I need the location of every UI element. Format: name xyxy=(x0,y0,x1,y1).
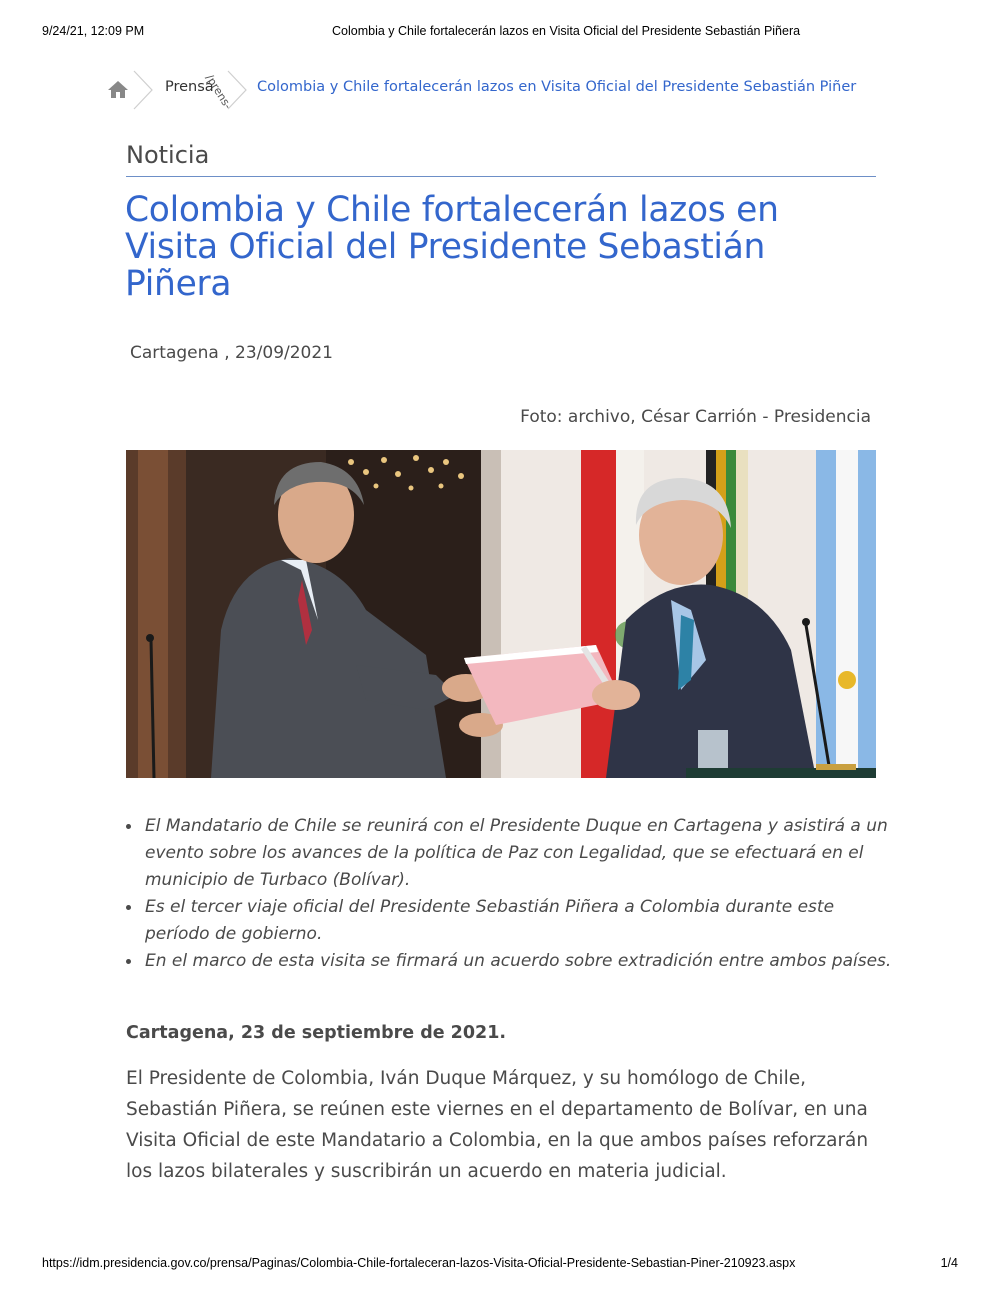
highlights-list xyxy=(126,813,895,975)
breadcrumb xyxy=(106,70,906,110)
print-title: Colombia y Chile fortalecerán lazos en Visita Oficial del Presidente Sebastián Piñera xyxy=(332,24,801,38)
chevron-right-icon xyxy=(226,70,248,110)
list-item: En el marco de esta visita se firmará un acuerdo sobre extradición entre ambos países. xyxy=(145,948,895,975)
section-divider xyxy=(126,176,876,177)
home-icon[interactable] xyxy=(106,79,130,99)
chevron-right-icon xyxy=(132,70,154,110)
article-headline: Colombia y Chile fortalecerán lazos en Visita Oficial del Presidente Sebastián Piñera xyxy=(125,190,779,304)
body-paragraph: El Presidente de Colombia, Iván Duque Márquez, y su homólogo de Chile, Sebastián Piñera, se reúnen este viernes en el departamento de Bolívar, en una Visita Oficial de este Mandatario a Colombia, en la que ambos países reforzarán los lazos bilaterales y suscribirán un acuerdo en materia judicial. xyxy=(126,1068,869,1182)
article-dateline: Cartagena , 23/09/2021 xyxy=(130,343,333,363)
list-item: El Mandatario de Chile se reunirá con el Presidente Duque en Cartagena y asistirá a un evento sobre los avances de la política de Paz con Legalidad, que se efectuará en el municipio de Turbaco (Bolívar). xyxy=(145,813,895,894)
article-photo xyxy=(126,450,876,778)
photo-credit: Foto: archivo, César Carrión - Presidencia xyxy=(520,407,871,427)
print-footer xyxy=(42,1256,958,1272)
print-header xyxy=(42,24,958,40)
place-date: Cartagena, 23 de septiembre de 2021. xyxy=(126,1023,507,1043)
page-number: 1/4 xyxy=(940,1256,958,1270)
section-label: Noticia xyxy=(126,141,210,169)
breadcrumb-item-current[interactable]: Colombia y Chile fortalecerán lazos en Visita Oficial del Presidente Sebastián Piñer xyxy=(257,79,857,95)
print-datetime: 9/24/21, 12:09 PM xyxy=(42,24,145,38)
breadcrumb-item-prensa[interactable]: Prensa xyxy=(165,79,214,95)
print-url: https://idm.presidencia.gov.co/prensa/Paginas/Colombia-Chile-fortaleceran-lazos-Visita-Oficial-Presidente-Sebastian-Piner-210923.aspx xyxy=(42,1256,796,1270)
breadcrumb-slug: /prens- xyxy=(202,72,235,112)
list-item: Es el tercer viaje oficial del Presidente Sebastián Piñera a Colombia durante este período de gobierno. xyxy=(145,894,895,948)
